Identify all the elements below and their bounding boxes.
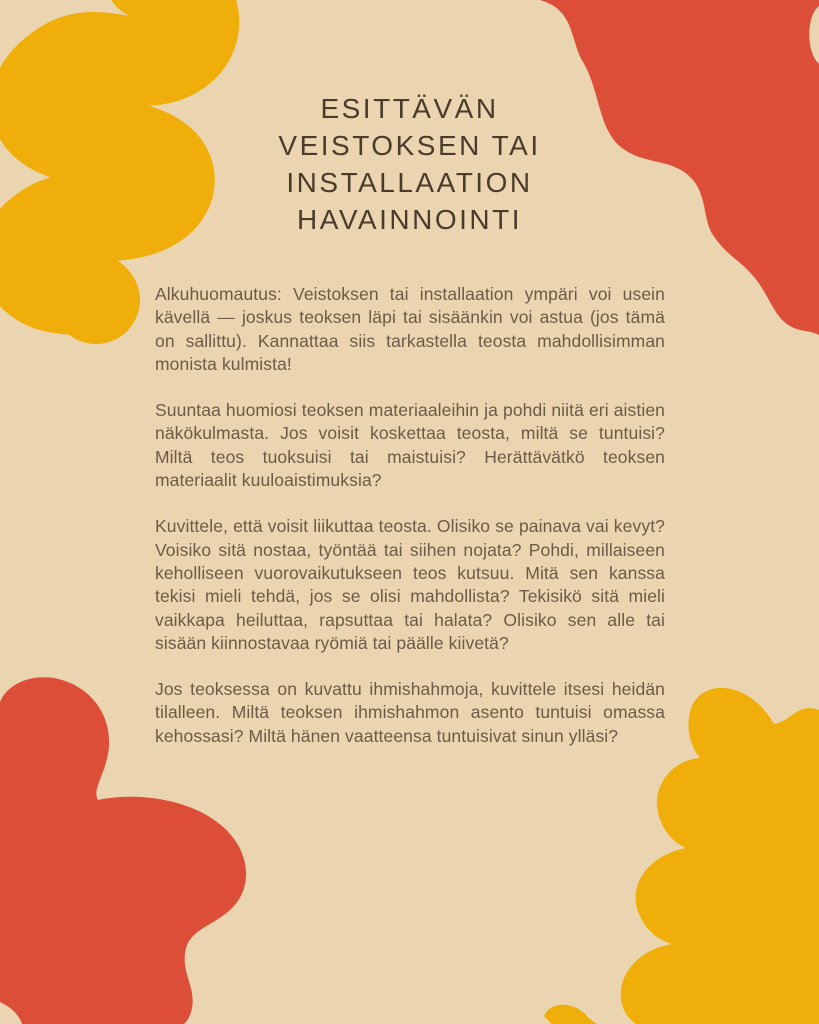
paragraph-liikuttaminen-vuorovaikutus: Kuvittele, että voisit liikuttaa teosta. Olisiko se painava vai kevyt? Voisiko sitä nostaa, työntää tai siihen nojata? Pohdi, millaiseen keholliseen vuorovaikutukseen teos kutsuu. Mitä sen kanssa tekisi mieli tehdä, jos se olisi mahdollista? Tekisikö sitä mieli vaikkapa heiluttaa, rapsuttaa tai halata? Olisiko sen alle tai sisään kiinnostavaa ryömiä tai päälle kiivetä? — [155, 516, 665, 653]
body-text — [155, 283, 665, 748]
paragraph-ihmishahmot: Jos teoksessa on kuvattu ihmishahmoja, kuvittele itsesi heidän tilalleen. Miltä teoksen ihmishahmon asento tuntuisi omassa kehossasi? Miltä hänen vaatteensa tuntuisivat sinun ylläsi? — [155, 679, 665, 746]
title-line-3: INSTALLAATION — [286, 167, 533, 198]
title-line-2: VEISTOKSEN TAI — [278, 130, 541, 161]
title-line-4: HAVAINNOINTI — [297, 204, 522, 235]
page-title — [0, 90, 819, 238]
paragraph-alkuhuomautus: Alkuhuomautus: Veistoksen tai installaation ympäri voi usein kävellä — joskus teoksen läpi tai sisäänkin voi astua (jos tämä on sallittu). Kannattaa siis tarkastella teosta mahdollisimman monista kulmista! — [155, 284, 665, 374]
title-line-1: ESITTÄVÄN — [320, 93, 499, 124]
paragraph-materiaalit-aistit: Suuntaa huomiosi teoksen materiaaleihin ja pohdi niitä eri aistien näkökulmasta. Jos voisit koskettaa teosta, miltä se tuntuisi? Miltä teos tuoksuisi tai maistuisi? Herättävätkö teoksen materiaalit kuuloaistimuksia? — [155, 400, 665, 491]
